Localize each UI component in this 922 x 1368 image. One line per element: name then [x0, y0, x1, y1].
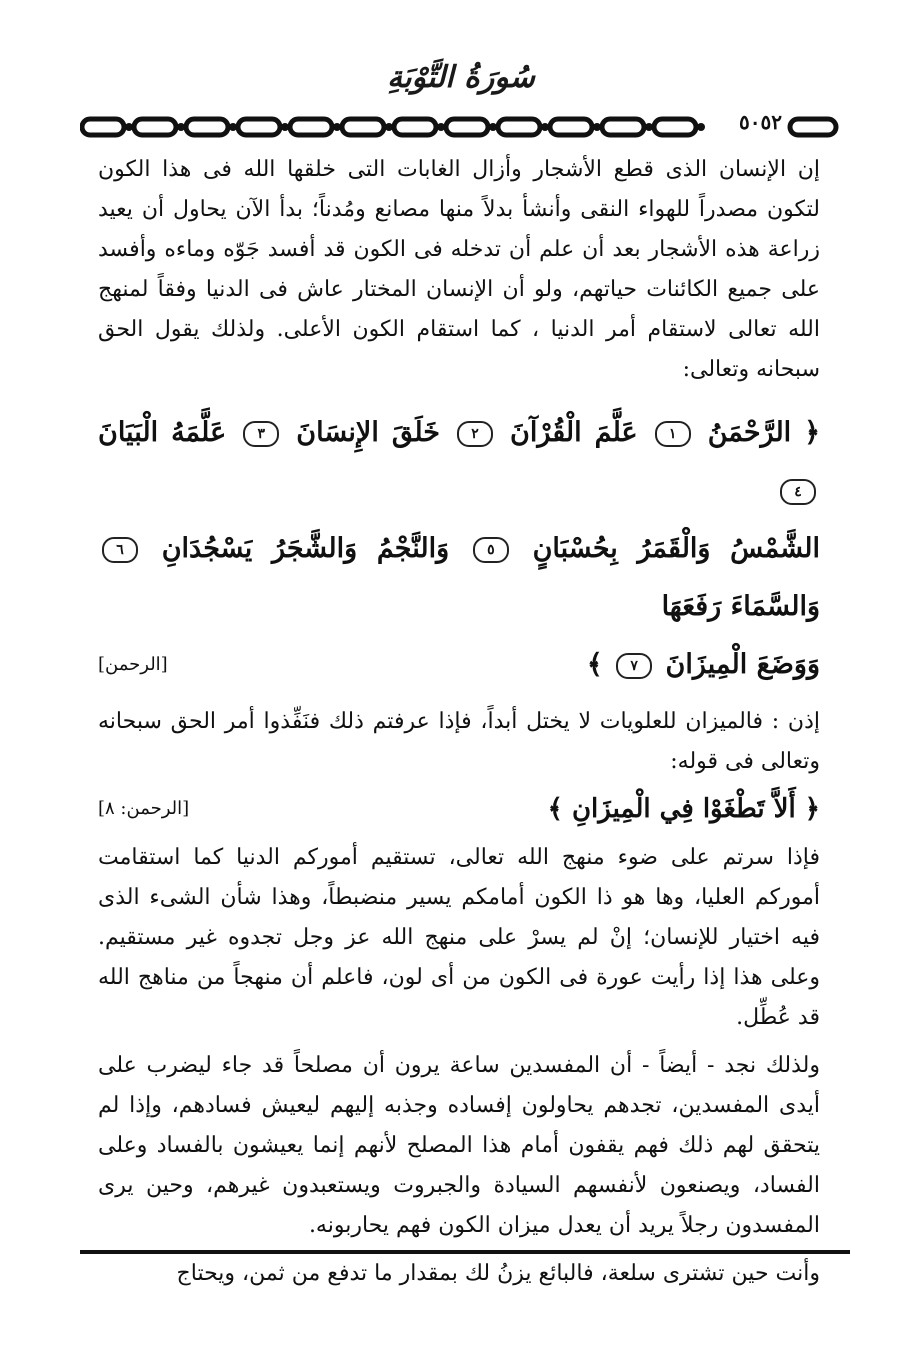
aya-1-text: الرَّحْمَنُ	[707, 417, 792, 448]
aya-number-3: ٣	[243, 421, 279, 447]
quran-verse-rahman-8	[98, 784, 820, 834]
verse2-open-bracket: ﴿	[804, 794, 820, 824]
surah-title: سُورَةُ التَّوْبَةِ	[387, 60, 535, 95]
aya-number-6: ٦	[102, 537, 138, 563]
verse2-text: أَلاَّ تَطْغَوْا فِي الْمِيزَانِ	[571, 794, 796, 824]
aya-3-text: خَلَقَ الإِنسَانَ	[296, 417, 440, 448]
aya-number-4: ٤	[780, 479, 816, 505]
aya-number-2: ٢	[457, 421, 493, 447]
paragraph-1: إن الإنسان الذى قطع الأشجار وأزال الغابات التى خلقها الله فى هذا الكون لتكون مصدراً للهواء النقى وأنشأ بدلاً منها مصانع ومُدناً؛ بدأ الآن يحاول أن يعيد زراعة هذه الأشجار بعد أن علم أن تدخله فى الكون قد أفسد جَوّه وماءه وأفسد على جميع الكائنات حياتهم، ولو أن الإنسان المختار عاش فى الدنيا وفقاً لمنهج الله تعالى لاستقام أمر الدنيا ، كما استقام الكون الأعلى. ولذلك يقول الحق سبحانه وتعالى:	[98, 157, 820, 382]
verse-source-reference: [الرحمن]	[98, 654, 168, 675]
aya-7-text-part1: وَالسَّمَاءَ رَفَعَهَا	[661, 591, 820, 622]
verse2-source-reference: [الرحمن: ٨]	[98, 798, 190, 819]
verse-line-3	[98, 636, 820, 694]
paragraph-2: إذن : فالميزان للعلويات لا يختل أبداً، فإذا عرفتم ذلك فنَفِّذوا أمر الحق سبحانه وتعالى فى قوله:	[98, 709, 820, 774]
ornamental-border	[80, 112, 840, 142]
verse2-close-bracket: ﴾	[547, 794, 563, 824]
aya-7-text-part2: وَوَضَعَ الْمِيزَانَ	[665, 649, 820, 680]
aya-number-7: ٧	[616, 653, 652, 679]
paragraph-3: فإذا سرتم على ضوء منهج الله تعالى، تستقيم أموركم الدنيا كما استقامت أموركم العليا، وها هو ذا الكون أمامكم يسير منضبطاً، وهذا شأن الشىء الذى فيه اختيار للإنسان؛ إنْ لم يسرْ على منهج الله عز وجل تجدوه غير مستقيم. وعلى هذا إذا رأيت عورة فى الكون من أى لون، فاعلم أن منهجاً من مناهج الله قد عُطِّل.	[98, 845, 821, 1030]
verse-line-2	[98, 520, 820, 636]
aya-2-text: عَلَّمَ الْقُرْآنَ	[510, 417, 638, 448]
aya-5-text: الشَّمْسُ وَالْقَمَرُ بِحُسْبَانٍ	[532, 533, 821, 564]
footer-rule	[80, 1250, 850, 1254]
page-number: ٥٠٥٢	[735, 110, 786, 134]
verse-line-1	[98, 404, 820, 520]
aya-6-text: وَالنَّجْمُ وَالشَّجَرُ يَسْجُدَانِ	[161, 533, 450, 564]
main-text	[98, 150, 820, 1294]
aya-4-text: عَلَّمَهُ الْبَيَانَ	[98, 417, 227, 448]
aya-number-5: ٥	[473, 537, 509, 563]
paragraph-4: ولذلك نجد - أيضاً - أن المفسدين ساعة يرون أن مصلحاً قد جاء ليضرب على أيدى المفسدين، تجدهم يحاولون إفساده وجذبه إليهم ليعيش فسادهم، وإذا لم يتحقق لهم ذلك فهم يقفون أمام هذا المصلح لأنهم إنما يعيشون بالفساد وعلى الفساد، ويصنعون لأنفسهم السيادة والجبروت ويستعبدون غيرهم، وحين يرى المفسدون رجلاً يريد أن يعدل ميزان الكون فهم يحاربونه.	[98, 1053, 820, 1238]
verse-close-bracket: ﴾	[586, 649, 603, 680]
quran-verse-rahman-1-7	[98, 404, 820, 694]
paragraph-5: وأنت حين تشترى سلعة، فالبائع يزنُ لك بمقدار ما تدفع من ثمن، ويحتاج	[176, 1261, 820, 1286]
aya-number-1: ١	[655, 421, 691, 447]
verse-open-bracket: ﴿	[804, 417, 821, 448]
